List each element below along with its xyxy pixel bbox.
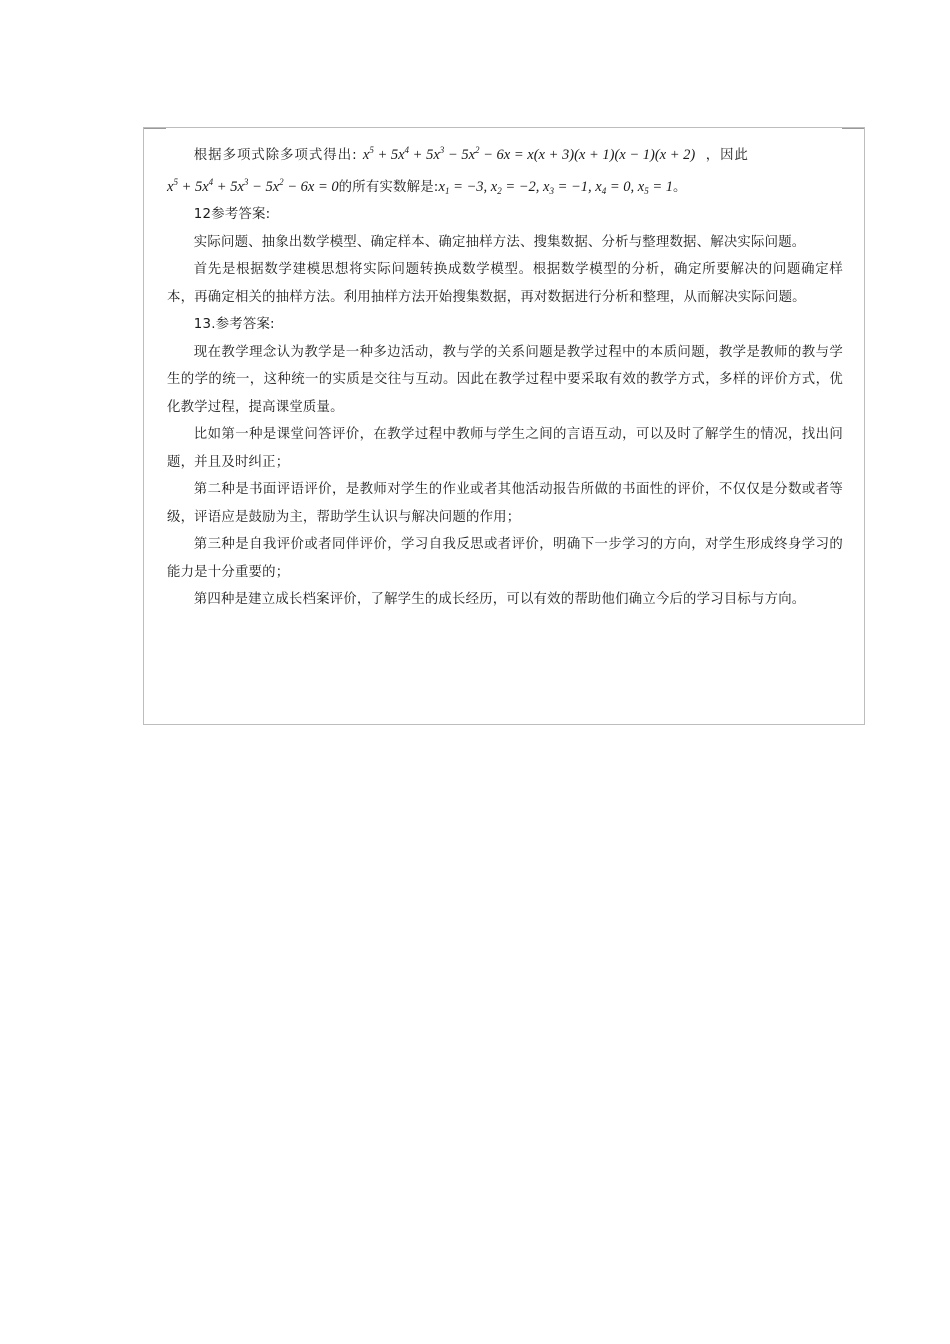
paragraph-division-result — [167, 142, 843, 170]
solutions-formula: $x_1 = -3$, $x_2 = -2$, $x_3 = -1$, $x_4 = 0$, $x_5 = 1$ — [438, 178, 674, 196]
answer-13-second-method: 第二种是书面评语评价，是教师对学生的作业或者其他活动报告所做的书面性的评价，不仅仅是分数或者等级，评语应是鼓励为主，帮助学生认识与解决问题的作用； — [167, 482, 843, 525]
document-frame — [143, 127, 865, 725]
answer-13-first-method: 比如第一种是课堂问答评价，在教学过程中教师与学生之间的言语互动，可以及时了解学生的情况，找出问题，并且及时纠正； — [167, 427, 843, 470]
document-body — [167, 142, 843, 614]
answer-12-steps: 实际问题、抽象出数学模型、确定样本、确定抽样方法、搜集数据、分析与整理数据、解决实际问题。 — [193, 234, 806, 250]
answer-13-heading: 13.参考答案: — [193, 317, 275, 332]
paragraph-real-solutions — [167, 174, 843, 202]
answer-12-heading: 12参考答案: — [193, 207, 271, 222]
colon-text: : — [352, 148, 358, 163]
answer-12-explanation: 首先是根据数学建模思想将实际问题转换成数学模型。根据数学模型的分析，确定所要解决的问题确定样本，再确定相关的抽样方法。利用抽样方法开始搜集数据，再对数据进行分析和整理，从而解决实际问题。 — [167, 262, 843, 305]
answer-13-third-method: 第三种是自我评价或者同伴评价，学习自我反思或者评价，明确下一步学习的方向，对学生形成终身学习的能力是十分重要的； — [167, 537, 843, 580]
polynomial-equation-formula: $x^5 + 5x^4 + 5x^3 - 5x^2 - 6x = 0$ — [167, 176, 339, 195]
frame-corner-mark — [842, 128, 864, 129]
therefore-text: ，因此 — [705, 148, 749, 163]
answer-13-fourth-method: 第四种是建立成长档案评价，了解学生的成长经历，可以有效的帮助他们确立今后的学习目标与方向。 — [193, 592, 806, 607]
solutions-lead-text: 的所有实数解是: — [338, 179, 439, 195]
frame-corner-mark — [144, 128, 166, 129]
polynomial-factorization-formula: $x^5 + 5x^4 + 5x^3 - 5x^2 - 6x = x(x + 3)(x + 1)(x - 1)(x + 2)$ — [362, 145, 696, 163]
period-text: 。 — [673, 179, 687, 195]
answer-13-intro: 现在教学理念认为教学是一种多边活动，教与学的关系问题是教学过程中的本质问题，教学是教师的教与学生的学的统一，这种统一的实质是交往与互动。因此在教学过程中要采取有效的教学方式，多样的评价方式，优化教学过程，提高课堂质量。 — [167, 344, 843, 415]
division-lead-text: 根据多项式除多项式得出 — [193, 148, 353, 163]
